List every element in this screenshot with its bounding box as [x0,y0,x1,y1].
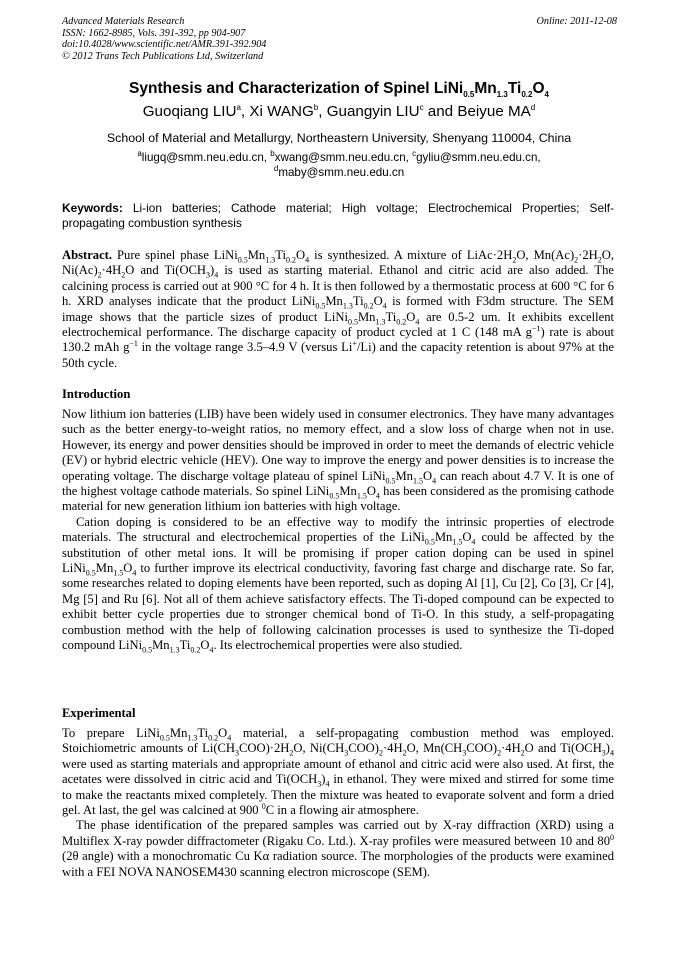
keywords-label: Keywords: [62,201,123,215]
author-list: Guoqiang LIU$^a$, Xi WANG$^b$, Guangyin LIU$^c$ and Beiyue $MA^d$ [142,102,536,120]
affiliation: School of Material and Metallurgy, Northeastern University, Shenyang 110004, China [106,131,572,145]
introduction-body: Now lithium ion batteries (LIB) have been widely used in consumer electronics. They have many advantages such as the better energy-to-weight ratios, no memory effect, and a slow loss of charge when not in use. However, its energy and power densities should be improved in order to meet the demands of electric vehicle (EV) or hybrid electric vehicle (HEV). One way to improve the energy and power densities is to increase the operating voltage. The discharge voltage plateau of spinel $LiNi_{0.5}Mn_{1.5}O_4$ can reach about 4.7 V. It is one of the highest voltage cathode materials. So spinel $LiNi_{0.5}Mn_{1.5}O_4$ has been considered as the promising cathode material for new generation lithium ion batteries with high voltage. Cation doping is considered to be an effective way to modify the intrinsic properties of electrode materials. The structural and electrochemical properties of the $LiNi_{0.5}Mn_{1.5}O_4$ could be affected by the substitution of other metal ions. It will be promising if proper cation doping can be used in spinel $LiNi_{0.5}Mn_{1.5}O_4$ to further improve its electrical conductivity, favoring fast charge and discharge rate. So far, some researches related to doping elements have been reported, such as doping Al [1], Cu [2], Co [3], Cr [4], Mg [5] and Ru [6]. Not all of them achieve satisfactory effects. The Ti-doped compound can be expected to exhibit better cycle properties due to stronger chemical bond of Ti-O. In this study, a self-propagating combustion method with the help of following calcination processes is used to synthesize the Ti-doped compound $LiNi_{0.5}Mn_{1.3}Ti_{0.2}O_4$. Its electrochemical properties were also studied. [62,407,615,655]
email-list: $^a$liugq@smm.neu.edu.cn, $^b$xwang@smm.neu.edu.cn, $^c$gyliu@smm.neu.edu.cn, $^d$maby@smm.neu.edu.cn [137,149,541,179]
journal-header [62,16,617,62]
section-heading-experimental: Experimental [62,706,136,720]
keywords [62,201,614,231]
author-name: Guoqiang LIU [142,103,237,120]
abstract: Abstract. Pure spinel phase $LiNi_{0.5}Mn_{1.3}Ti_{0.2}O_4$ is synthesized. A mixture of $LiAc\cdot 2H_2O$, $Mn(Ac)_2\cdot 2H_2O$, $Ni(Ac)_2\cdot 4H_2O$ and $Ti(OCH_3)_4$ is used as starting material. Ethanol and citric acid are also added. The calcining process is carried out at 900 °C for 4 h. It is then followed by a thermostatic process at 600 °C for 6 h. XRD analyses indicate that the product $LiNi_{0.5}Mn_{1.3}Ti_{0.2}O_4$ is formed with F3dm structure. The SEM image shows that the particle sizes of product $LiNi_{0.5}Mn_{1.3}Ti_{0.2}O_4$ are 0.5-2 um. It exhibits excellent electrochemical performance. The discharge capacity of product cycled at 1 C (148 mA $g^{-1}$) rate is about 130.2 mAh $g^{-1}$ in the voltage range 3.5–4.9 V (versus Li+/Li) and the capacity retention is about 97% at the 50th cycle. [62,248,615,370]
author-name: Beiyue MA [457,103,531,120]
online-date: Online: 2011-12-08 [536,16,617,27]
journal-name: Advanced Materials Research [62,16,185,27]
experimental-body: To prepare $LiNi_{0.5}Mn_{1.3}Ti_{0.2}O_4$ material, a self-propagating combustion method was employed. Stoichiometric amounts of $Li(CH_3COO)\cdot 2H_2O$, $Ni(CH_3COO)_2\cdot 4H_2O$, $Mn(CH_3COO)_2\cdot 4H_2O$ and $Ti(OCH_3)_4$ were used as starting materials and appropriate amount of ethanol and citric acid were also used. At first, the acetates were dissolved in citric acid and $Ti(OCH_3)_4$ in ethanol. They were mixed and stirred for some time to make the reactants mixed completely. Then the mixture was heated to evaporate solvent and form a dried gel. At last, the gel was calcined at 900 $^0$C in a flowing air atmosphere. The phase identification of the prepared samples was carried out by X-ray diffraction (XRD) using a Multiflex X-ray powder diffractometer (Rigaku Co. Ltd.). X-ray profiles were measured between 10 and $80^0$ (2θ angle) with a monochromatic Cu Kα radiation source. The morphologies of the products were examined with a FEI NOVA NANOSEM430 scanning electron microscope (SEM). [62,726,614,879]
keywords-text: Li-ion batteries; Cathode material; High voltage; Electrochemical Properties; Self-propagating combustion synthesis [62,201,614,230]
issn-line: ISSN: 1662-8985, Vols. 391-392, pp 904-907 [62,27,246,39]
author-name: Guangyin LIU [326,103,420,120]
email-link[interactable]: xwang@smm.neu.edu.cn, [274,151,413,164]
copyright-line: © 2012 Trans Tech Publications Ltd, Switzerland [62,50,264,62]
author-name: Xi WANG [249,103,314,120]
abstract-label: Abstract. [62,248,113,262]
email-link[interactable]: gyliu@smm.neu.edu.cn, [416,151,541,164]
email-link[interactable]: liugq@smm.neu.edu.cn, [141,151,271,164]
doi-line: doi:10.4028/www.scientific.net/AMR.391-392.904 [62,39,267,51]
email-link[interactable]: maby@smm.neu.edu.cn [278,166,405,179]
paper-title: Synthesis and Characterization of Spinel $LiNi_{0.5}Mn_{1.3}Ti_{0.2}O_4$ [129,80,549,100]
section-heading-introduction: Introduction [62,387,131,401]
